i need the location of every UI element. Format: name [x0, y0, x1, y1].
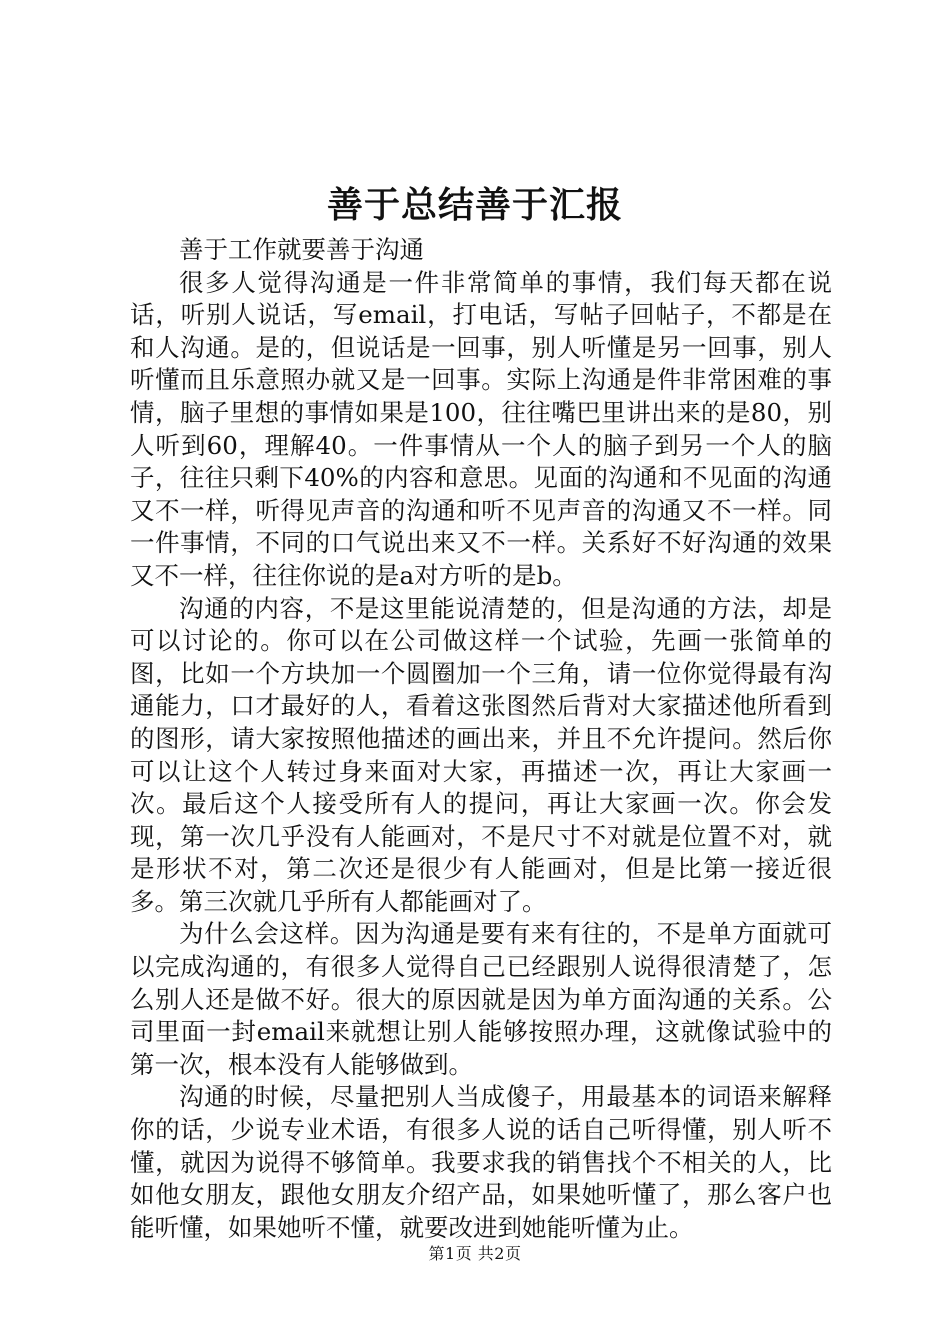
- paragraph: 很多人觉得沟通是一件非常简单的事情，我们每天都在说话，听别人说话，写email，打电话，写帖子回帖子，不都是在和人沟通。是的，但说话是一回事，别人听懂是另一回事，别人听懂而且乐意照办就又是一回事。实际上沟通是件非常困难的事情，脑子里想的事情如果是100，往往嘴巴里讲出来的是80，别人听到60，理解40。一件事情从一个人的脑子到另一个人的脑子，往往只剩下40%的内容和意思。见面的沟通和不见面的沟通又不一样，听得见声音的沟通和听不见声音的沟通又不一样。同一件事情，不同的口气说出来又不一样。关系好不好沟通的效果又不一样，往往你说的是a对方听的是b。: [130, 267, 832, 590]
- paragraph: 为什么会这样。因为沟通是要有来有往的，不是单方面就可以完成沟通的，有很多人觉得自己已经跟别人说得很清楚了，怎么别人还是做不好。很大的原因就是因为单方面沟通的关系。公司里面一封email来就想让别人能够按照办理，这就像试验中的第一次，根本没有人能够做到。: [130, 919, 832, 1079]
- paragraph-heading: 善于工作就要善于沟通: [179, 235, 424, 264]
- document-title: 善于总结善于汇报: [326, 185, 623, 226]
- paragraph: 沟通的时候，尽量把别人当成傻子，用最基本的词语来解释你的话，少说专业术语，有很多人说的话自己听得懂，别人听不懂，就因为说得不够简单。我要求我的销售找个不相关的人，比如他女朋友，跟他女朋友介绍产品，如果她听懂了，那么客户也能听懂，如果她听不懂，就要改进到她能听懂为止。: [130, 1082, 832, 1242]
- page-footer: 第1页 共2页: [428, 1244, 522, 1263]
- document-body: [130, 234, 832, 1244]
- paragraph: 沟通的内容，不是这里能说清楚的，但是沟通的方法，却是可以讨论的。你可以在公司做这样一个试验，先画一张简单的图，比如一个方块加一个圆圈加一个三角，请一位你觉得最有沟通能力，口才最好的人，看着这张图然后背对大家描述他所看到的图形，请大家按照他描述的画出来，并且不允许提问。然后你可以让这个人转过身来面对大家，再描述一次，再让大家画一次。最后这个人接受所有人的提问，再让大家画一次。你会发现，第一次几乎没有人能画对，不是尺寸不对就是位置不对，就是形状不对，第二次还是很少有人能画对，但是比第一接近很多。第三次就几乎所有人都能画对了。: [130, 593, 832, 916]
